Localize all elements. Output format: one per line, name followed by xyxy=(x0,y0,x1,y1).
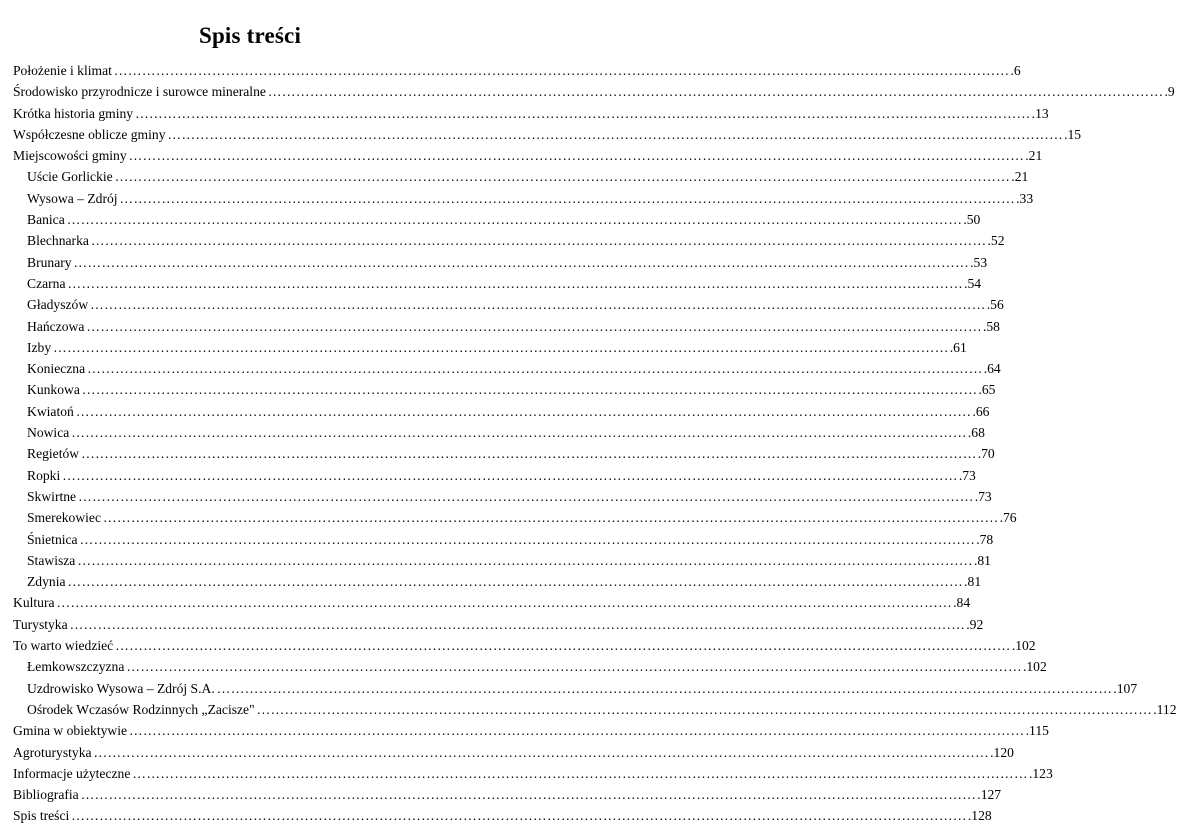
toc-entry-page: .9 xyxy=(1164,84,1175,100)
toc-subentry xyxy=(13,379,996,400)
toc-leader-dots: ………………………………………………………………………………………………………………………………………………………………………… xyxy=(90,233,987,249)
toc-leader-dots: ………………………………………………………………………………………………………………………………………………………………………… xyxy=(93,744,990,760)
toc-entry-label: Bibliografia xyxy=(13,787,79,803)
toc-entry xyxy=(13,614,984,635)
toc-entry-page: .73 xyxy=(958,467,976,483)
toc-entry-page: .70 xyxy=(977,446,995,462)
toc-subentry xyxy=(13,166,1029,187)
toc-subentry xyxy=(13,401,990,422)
toc-leader-dots: ………………………………………………………………………………………………………………………………………………………………………… xyxy=(86,318,982,334)
toc-entry xyxy=(13,784,1002,805)
toc-subentry xyxy=(13,316,1000,337)
toc-leader-dots: ………………………………………………………………………………………………………………………………………………………………………… xyxy=(216,680,1113,696)
toc-leader-dots: ………………………………………………………………………………………………………………………………………………………………………… xyxy=(167,126,1064,142)
page-title: Spis treści xyxy=(198,23,302,49)
toc-leader-dots: ………………………………………………………………………………………………………………………………………………………………………… xyxy=(135,105,1031,121)
toc-entry-label: Banica xyxy=(27,212,65,228)
toc-entry-page: .50 xyxy=(963,212,981,228)
toc-entry-page: .65 xyxy=(978,382,996,398)
toc-entry-page: .81 xyxy=(964,574,982,590)
toc-entry-page: .21 xyxy=(1011,169,1029,185)
toc-entry-page: .123 xyxy=(1028,765,1053,781)
toc-subentry xyxy=(13,188,1034,209)
toc-entry-label: Czarna xyxy=(27,275,66,291)
toc-subentry xyxy=(13,550,991,571)
toc-entry-label: Konieczna xyxy=(27,361,86,377)
toc-entry-label: Stawisza xyxy=(27,552,76,568)
toc-subentry xyxy=(13,656,1047,677)
toc-entry-label: Nowica xyxy=(27,425,70,441)
toc-leader-dots: ………………………………………………………………………………………………………………………………………………………………………… xyxy=(115,638,1011,654)
toc-entry-page: .13 xyxy=(1031,105,1049,121)
toc-leader-dots: ………………………………………………………………………………………………………………………………………………………………………… xyxy=(128,148,1025,164)
toc-entry xyxy=(13,592,971,613)
toc-leader-dots: ………………………………………………………………………………………………………………………………………………………………………… xyxy=(256,701,1153,717)
toc-entry-label: To warto wiedzieć xyxy=(13,638,114,654)
toc-leader-dots: ………………………………………………………………………………………………………………………………………………………………………… xyxy=(119,190,1016,206)
toc-entry-label: Krótka historia gminy xyxy=(13,105,134,121)
toc-entry-page: .6 xyxy=(1010,63,1021,78)
toc-subentry xyxy=(13,443,995,464)
toc-leader-dots: ………………………………………………………………………………………………………………………………………………………………………… xyxy=(79,531,976,547)
toc-entry-page: .78 xyxy=(976,531,994,547)
toc-entry-page: .58 xyxy=(982,318,1000,334)
toc-leader-dots: ………………………………………………………………………………………………………………………………………………………………………… xyxy=(126,659,1022,675)
toc-entry-page: .52 xyxy=(987,233,1005,249)
toc-entry xyxy=(13,124,1082,145)
toc-entry-label: Blechnarka xyxy=(27,233,89,249)
toc-entry-label: Uzdrowisko Wysowa – Zdrój S.A. xyxy=(27,680,215,696)
toc-entry-label: Łemkowszczyzna xyxy=(27,659,125,675)
toc-entry-page: .33 xyxy=(1016,190,1034,206)
toc-entry-label: Izby xyxy=(27,339,52,355)
toc-leader-dots: ………………………………………………………………………………………………………………………………………………………………………… xyxy=(69,616,966,632)
toc-entry-label: Informacje użyteczne xyxy=(13,765,131,781)
toc-leader-dots: ………………………………………………………………………………………………………………………………………………………………………… xyxy=(73,254,970,270)
toc-subentry xyxy=(13,358,1001,379)
toc-entry-page: .76 xyxy=(999,510,1017,526)
toc-entry xyxy=(13,805,992,826)
toc-leader-dots: ………………………………………………………………………………………………………………………………………………………………………… xyxy=(81,446,977,462)
toc-entry-label: Spis treści xyxy=(13,808,70,824)
toc-entry-label: Zdynia xyxy=(27,574,66,590)
toc-entry-page: .102 xyxy=(1011,638,1036,654)
toc-entry-page: .61 xyxy=(949,339,967,355)
toc-entry xyxy=(13,720,1049,741)
toc-entry-label: Smerekowiec xyxy=(27,510,101,526)
toc-subentry xyxy=(13,230,1005,251)
toc-entry-label: Gładyszów xyxy=(27,297,89,313)
toc-entry-page: .102 xyxy=(1022,659,1047,675)
toc-entry-page: .15 xyxy=(1064,126,1082,142)
toc-entry-page: .128 xyxy=(967,808,992,824)
toc-subentry xyxy=(13,486,992,507)
toc-leader-dots: ………………………………………………………………………………………………………………………………………………………………………… xyxy=(129,723,1025,739)
toc-subentry xyxy=(13,273,982,294)
toc-entry-label: Uście Gorlickie xyxy=(27,169,113,185)
toc-leader-dots: ………………………………………………………………………………………………………………………………………………………………………… xyxy=(267,84,1164,100)
toc-entry-page: .68 xyxy=(967,425,985,441)
toc-leader-dots: ………………………………………………………………………………………………………………………………………………………………………… xyxy=(80,787,977,803)
toc-leader-dots: ………………………………………………………………………………………………………………………………………………………………………… xyxy=(71,808,967,824)
toc-leader-dots: ………………………………………………………………………………………………………………………………………………………………………… xyxy=(67,275,964,291)
toc-entry-label: Brunary xyxy=(27,254,72,270)
toc-entry-page: .92 xyxy=(966,616,984,632)
toc-leader-dots: ………………………………………………………………………………………………………………………………………………………………………… xyxy=(62,467,958,483)
toc-entry-page: .66 xyxy=(972,403,990,419)
toc-entry xyxy=(13,635,1036,656)
toc-entry-label: Kultura xyxy=(13,595,55,611)
toc-leader-dots: ………………………………………………………………………………………………………………………………………………………………………… xyxy=(132,765,1028,781)
toc-subentry xyxy=(13,422,985,443)
toc-leader-dots: ………………………………………………………………………………………………………………………………………………………………………… xyxy=(78,488,974,504)
toc-entry-label: Ropki xyxy=(27,467,61,483)
toc-leader-dots: ………………………………………………………………………………………………………………………………………………………………………… xyxy=(56,595,953,611)
toc-leader-dots: ………………………………………………………………………………………………………………………………………………………………………… xyxy=(71,425,967,441)
toc-leader-dots: ………………………………………………………………………………………………………………………………………………………………………… xyxy=(114,169,1011,185)
toc-leader-dots: ………………………………………………………………………………………………………………………………………………………………………… xyxy=(75,403,972,419)
toc-entry-label: Agroturystyka xyxy=(13,744,92,760)
toc-entry xyxy=(13,60,1021,81)
toc-entry-page: .73 xyxy=(974,488,992,504)
toc-entry-page: .21 xyxy=(1025,148,1043,164)
toc-entry-page: .127 xyxy=(977,787,1002,803)
toc-entry-page: .53 xyxy=(970,254,988,270)
toc-entry-page: .115 xyxy=(1025,723,1049,739)
toc-entry-label: Współczesne oblicze gminy xyxy=(13,126,166,142)
toc-subentry xyxy=(13,209,981,230)
toc-entry-label: Kwiatoń xyxy=(27,403,74,419)
toc-leader-dots: ………………………………………………………………………………………………………………………………………………………………………… xyxy=(87,361,983,377)
toc-entry-label: Środowisko przyrodnicze i surowce mineralne xyxy=(13,84,266,100)
toc-entry-page: .54 xyxy=(964,275,982,291)
toc-entry-page: .120 xyxy=(990,744,1014,760)
toc-entry-page: .56 xyxy=(986,297,1004,313)
toc-entry-label: Śnietnica xyxy=(27,531,78,547)
toc-subentry xyxy=(13,337,967,358)
toc-entry-label: Kunkowa xyxy=(27,382,80,398)
toc-leader-dots: ………………………………………………………………………………………………………………………………………………………………………… xyxy=(90,297,986,313)
toc-subentry xyxy=(13,507,1017,528)
toc-subentry xyxy=(13,529,994,550)
toc-entry-label: Gmina w obiektywie xyxy=(13,723,128,739)
toc-entry-label: Miejscowości gminy xyxy=(13,148,127,164)
toc-leader-dots: ………………………………………………………………………………………………………………………………………………………………………… xyxy=(102,510,999,526)
toc-subentry xyxy=(13,571,982,592)
toc-leader-dots: ………………………………………………………………………………………………………………………………………………………………………… xyxy=(113,63,1010,78)
toc-entry-page: .107 xyxy=(1113,680,1138,696)
toc-entry xyxy=(13,103,1049,124)
toc-entry-page: .64 xyxy=(983,361,1001,377)
toc-subentry xyxy=(13,294,1004,315)
table-of-contents xyxy=(13,60,1177,827)
toc-leader-dots: ………………………………………………………………………………………………………………………………………………………………………… xyxy=(81,382,978,398)
toc-leader-dots: ………………………………………………………………………………………………………………………………………………………………………… xyxy=(66,212,963,228)
toc-entry-page: .81 xyxy=(973,552,991,568)
toc-subentry xyxy=(13,699,1177,720)
toc-leader-dots: ………………………………………………………………………………………………………………………………………………………………………… xyxy=(77,552,973,568)
toc-entry-page: .112 xyxy=(1153,701,1177,717)
toc-subentry xyxy=(13,465,976,486)
toc-leader-dots: ………………………………………………………………………………………………………………………………………………………………………… xyxy=(53,339,949,355)
toc-entry-label: Skwirtne xyxy=(27,488,77,504)
toc-entry-label: Położenie i klimat xyxy=(13,63,112,78)
toc-entry xyxy=(13,763,1053,784)
toc-entry-page: .84 xyxy=(953,595,971,611)
toc-entry-label: Wysowa – Zdrój xyxy=(27,190,118,206)
toc-entry xyxy=(13,145,1043,166)
toc-subentry xyxy=(13,678,1138,699)
toc-entry-label: Hańczowa xyxy=(27,318,85,334)
toc-entry-label: Ośrodek Wczasów Rodzinnych „Zacisze" xyxy=(27,701,255,717)
toc-entry-label: Turystyka xyxy=(13,616,68,632)
toc-subentry xyxy=(13,252,988,273)
toc-entry xyxy=(13,81,1175,102)
toc-entry-label: Regietów xyxy=(27,446,80,462)
toc-leader-dots: ………………………………………………………………………………………………………………………………………………………………………… xyxy=(67,574,964,590)
toc-entry xyxy=(13,742,1014,763)
